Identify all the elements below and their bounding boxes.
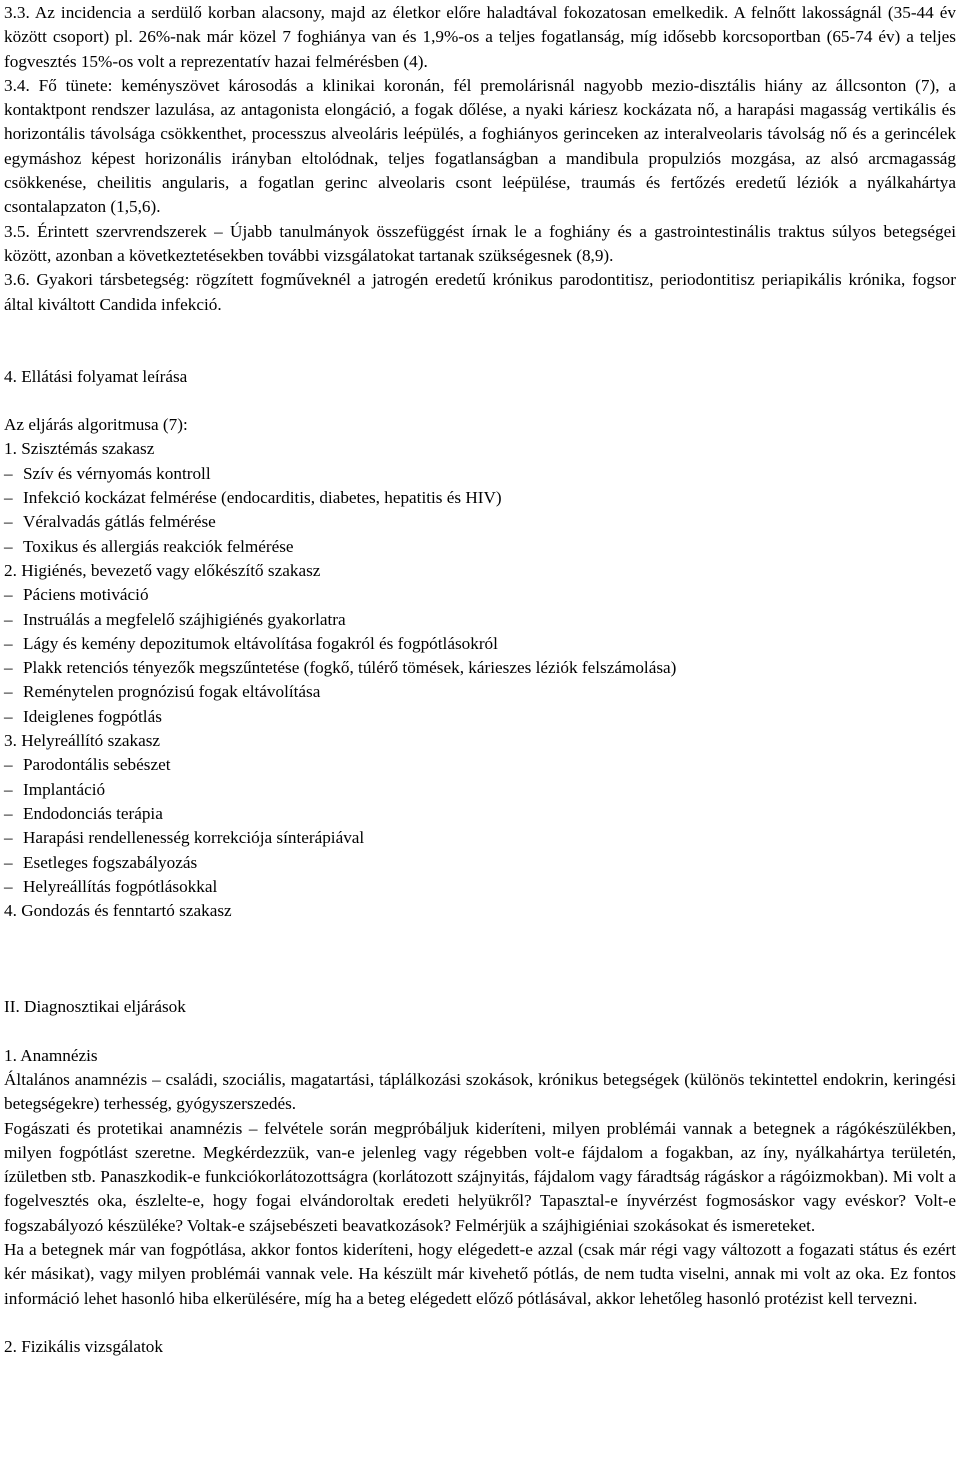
list-item: – Szív és vérnyomás kontroll (4, 462, 956, 486)
dash-bullet: – (4, 633, 13, 653)
list-item: – Páciens motiváció (4, 583, 956, 607)
spacer (4, 317, 956, 365)
paragraph-3-5: 3.5. Érintett szervrendszerek – Újabb tanulmányok összefüggést írnak le a foghiány és a gastrointestinális traktus súlyos betegségei között, azonban a következtetésekben további vizsgálatokat tartanak szükségesnek (8,9). (4, 221, 956, 265)
anamnesis-title: 1. Anamnézis (4, 1045, 98, 1065)
physical-exam-title: 2. Fizikális vizsgálatok (4, 1336, 163, 1356)
dash-bullet: – (4, 803, 13, 823)
dash-bullet: – (4, 488, 13, 508)
spacer (4, 971, 956, 995)
list-item: – Plakk retenciós tényezők megszűntetése (fogkő, túlérő tömések, kárieszes léziók felszámolása) (4, 656, 956, 680)
stage-2-list (4, 583, 956, 729)
stage-4-title: 4. Gondozás és fenntartó szakasz (4, 901, 232, 921)
dash-bullet: – (4, 876, 13, 896)
paragraph-3-6: 3.6. Gyakori társbetegség: rögzített fogműveknél a jatrogén eredetű krónikus parodontitisz, periodontitisz periapikális krónika, fogsor által kiváltott Candida infekció. (4, 270, 956, 314)
list-item: – Ideiglenes fogpótlás (4, 705, 956, 729)
stage-2-title: 2. Higiénés, bevezető vagy előkészítő szakasz (4, 560, 321, 580)
list-item: – Infekció kockázat felmérése (endocarditis, diabetes, hepatitis és HIV) (4, 486, 956, 510)
stage-3-title: 3. Helyreállító szakasz (4, 731, 161, 751)
list-item: – Lágy és kemény depozitumok eltávolítása fogakról és fogpótlásokról (4, 632, 956, 656)
list-item: – Véralvadás gátlás felmérése (4, 510, 956, 534)
dash-bullet: – (4, 828, 13, 848)
list-item: – Parodontális sebészet (4, 753, 956, 777)
section-4-heading: 4. Ellátási folyamat leírása (4, 366, 188, 386)
prosthesis-paragraph: Ha a betegnek már van fogpótlása, akkor fontos kideríteni, hogy elégedett-e azzal (csak már régi vagy változott a fogazati státus és ezért kér másikat), vagy milyen problémái vannak vele. Ha készült már kivehető pótlás, de nem tudta viselni, annak mi volt az oka. Ez fontos információ lehet hasonló hiba elkerülésére, míg ha a beteg elégedett előző pótlásával, akkor lehetőleg hasonló protézist kell tervezni. (4, 1240, 956, 1308)
dash-bullet: – (4, 536, 13, 556)
dash-bullet: – (4, 706, 13, 726)
list-item: – Harapási rendellenesség korrekciója sínterápiával (4, 826, 956, 850)
section-ii-heading: II. Diagnosztikai eljárások (4, 997, 186, 1017)
paragraph-3-3: 3.3. Az incidencia a serdülő korban alacsony, majd az életkor előre haladtával fokozatosan emelkedik. A felnőtt lakosságnál (35-44 év között csoport) pl. 26%-nak már közel 7 foghiánya van és 1,9%-os a teljes fogatlanság, míg idősebb korcsoportban (65-74 év) a teljes fogvesztés 15%-os volt a reprezentatív hazai felmérésben (4). (4, 3, 956, 71)
algorithm-title: Az eljárás algoritmusa (7): (4, 415, 188, 435)
dash-bullet: – (4, 852, 13, 872)
dash-bullet: – (4, 585, 13, 605)
dash-bullet: – (4, 609, 13, 629)
spacer (4, 923, 956, 971)
dash-bullet: – (4, 682, 13, 702)
list-item: – Toxikus és allergiás reakciók felmérése (4, 535, 956, 559)
stage-3-list (4, 753, 956, 899)
general-anamnesis-paragraph: Általános anamnézis – családi, szociális, magatartási, táplálkozási szokások, krónikus betegségek (különös tekintettel endokrin, keringési betegségekre) terhesség, gyógyszerszedés. (4, 1069, 956, 1114)
spacer (4, 1020, 956, 1044)
dash-bullet: – (4, 512, 13, 532)
list-item: – Reménytelen prognózisú fogak eltávolítása (4, 680, 956, 704)
paragraph-3-4: 3.4. Fő tünete: keményszövet károsodás a klinikai koronán, fél premolárisnál nagyobb mezio-disztális hiány az állcsonton (7), a kontaktpont rendszer lazulása, az antagonista elongáció, a fogak dőlése, a nyaki káriesz kockázata nő, a harapási magasság vertikális és horizontális távolsága csökkenthet, processzus alveoláris leépülés, a foghiányos gerinceken az interalveolaris távolság nő és a gerincélek egymáshoz képest horizonális irányban eltolódnak, teljes fogatlanságban a mandibula propulziós mozgása, az alsó arcmagasság csökkenése, cheilitis angularis, a fogatlan gerinc alveolaris csont leépülése, traumás és fertőzés eredetű léziók a nyálkahártya csontalapzaton (1,5,6). (4, 75, 956, 217)
dash-bullet: – (4, 658, 13, 678)
stage-1-title: 1. Szisztémás szakasz (4, 439, 155, 459)
spacer (4, 1311, 956, 1335)
list-item: – Helyreállítás fogpótlásokkal (4, 875, 956, 899)
dash-bullet: – (4, 755, 13, 775)
dash-bullet: – (4, 779, 13, 799)
dash-bullet: – (4, 463, 13, 483)
dental-anamnesis-paragraph: Fogászati és protetikai anamnézis – felvétele során megpróbáljuk kideríteni, milyen problémái vannak a betegnek a rágókészülékben, milyen fogpótlást szeretne. Megkérdezzük, van-e jelenleg vagy régebben volt-e fájdalom a fogakban, az íny, nyálkahártya területén, ízületben stb. Panaszkodik-e funkciókorlátozottságra (korlátozott szájnyitás, fájdalom vagy fáradtság rágáskor a rágóizmokban). Mi volt a fogelvesztés oka, észlelte-e, hogy fogai elvándoroltak eredeti helyükről? Tapasztal-e ínyvérzést fogmosáskor vagy evéskor? Volt-e fogszabályozó készüléke? Voltak-e szájsebészeti beavatkozások? Felmérjük a szájhigiéniai szokásokat és ismereteket. (4, 1118, 956, 1235)
list-item: – Endodonciás terápia (4, 802, 956, 826)
spacer (4, 389, 956, 413)
list-item: – Instruálás a megfelelő szájhigiénés gyakorlatra (4, 608, 956, 632)
stage-1-list (4, 462, 956, 559)
list-item: – Esetleges fogszabályozás (4, 851, 956, 875)
list-item: – Implantáció (4, 778, 956, 802)
